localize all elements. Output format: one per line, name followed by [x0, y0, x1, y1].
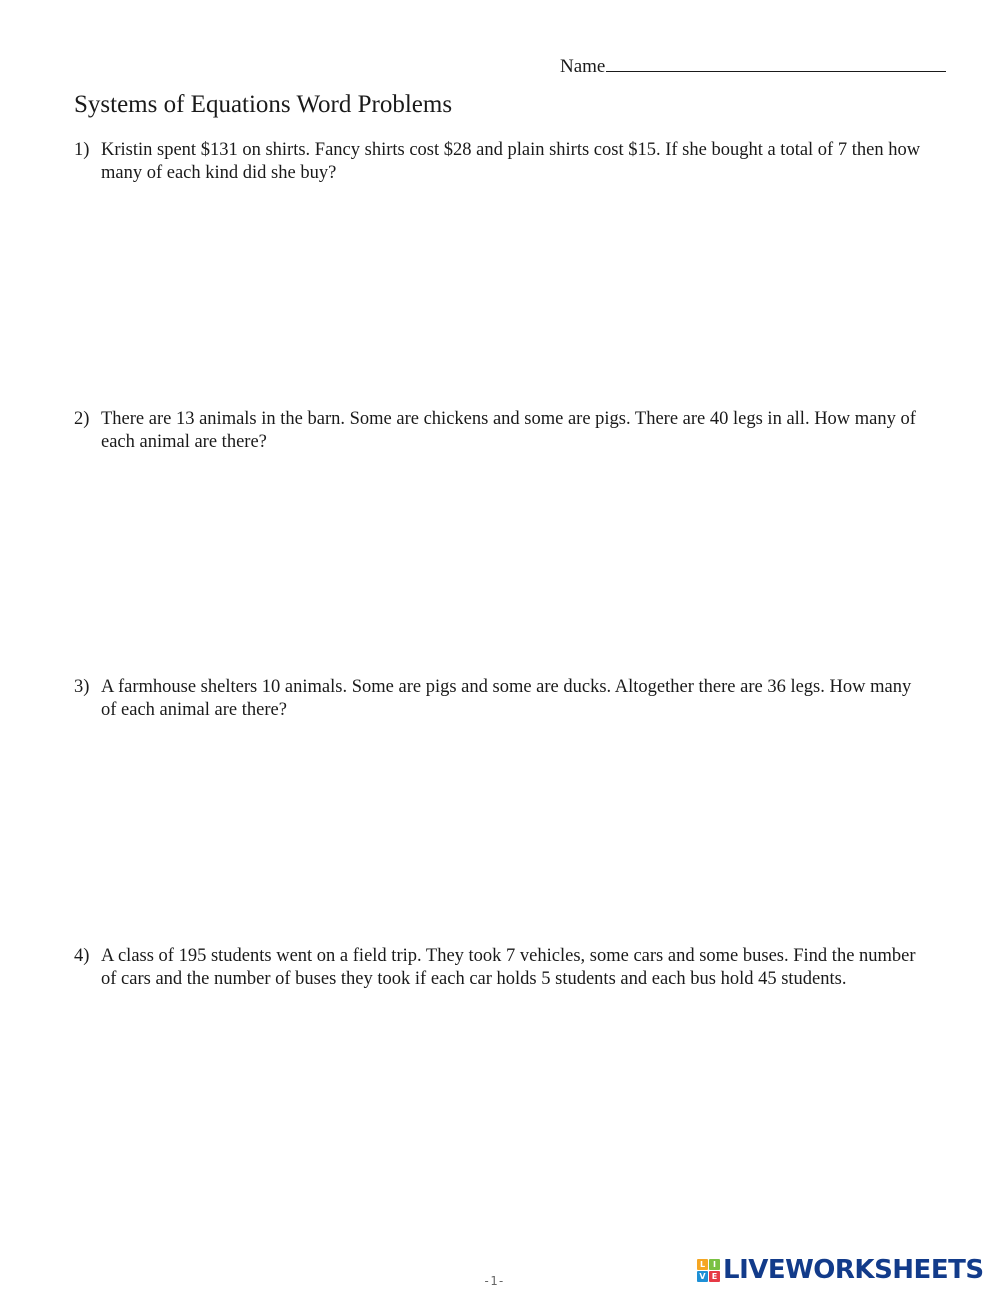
- problem-text: Kristin spent $131 on shirts. Fancy shirts cost $28 and plain shirts cost $15. If she bought a total of 7 then how many of each kind did she buy?: [101, 140, 921, 183]
- problem-number: 3): [74, 677, 90, 697]
- name-field: [560, 53, 946, 78]
- liveworksheets-watermark: [697, 1254, 984, 1286]
- problem-2: [74, 408, 924, 454]
- problem-number: 1): [74, 140, 90, 160]
- name-blank-line[interactable]: [606, 53, 946, 72]
- problem-4: [74, 945, 924, 991]
- problem-1: [74, 139, 924, 185]
- problem-text: There are 13 animals in the barn. Some are chickens and some are pigs. There are 40 legs in all. How many of each animal are there?: [101, 409, 916, 452]
- brand-name: LIVEWORKSHEETS: [723, 1255, 984, 1285]
- page-number: -1-: [483, 1274, 505, 1288]
- problem-text: A farmhouse shelters 10 animals. Some are pigs and some are ducks. Altogether there are 36 legs. How many of each animal are there?: [101, 677, 912, 720]
- logo-tile: L: [697, 1259, 708, 1270]
- problem-text: A class of 195 students went on a field trip. They took 7 vehicles, some cars and some buses. Find the number of cars and the number of buses they took if each car holds 5 students and each bus hold 45 students.: [101, 946, 916, 989]
- problem-number: 2): [74, 409, 90, 429]
- logo-tile: E: [709, 1271, 720, 1282]
- liveworksheets-logo-icon: [697, 1259, 720, 1282]
- worksheet-title: Systems of Equations Word Problems: [74, 91, 453, 118]
- name-label: Name: [560, 56, 606, 77]
- problem-number: 4): [74, 946, 90, 966]
- problem-3: [74, 676, 924, 722]
- logo-tile: I: [709, 1259, 720, 1270]
- logo-tile: V: [697, 1271, 708, 1282]
